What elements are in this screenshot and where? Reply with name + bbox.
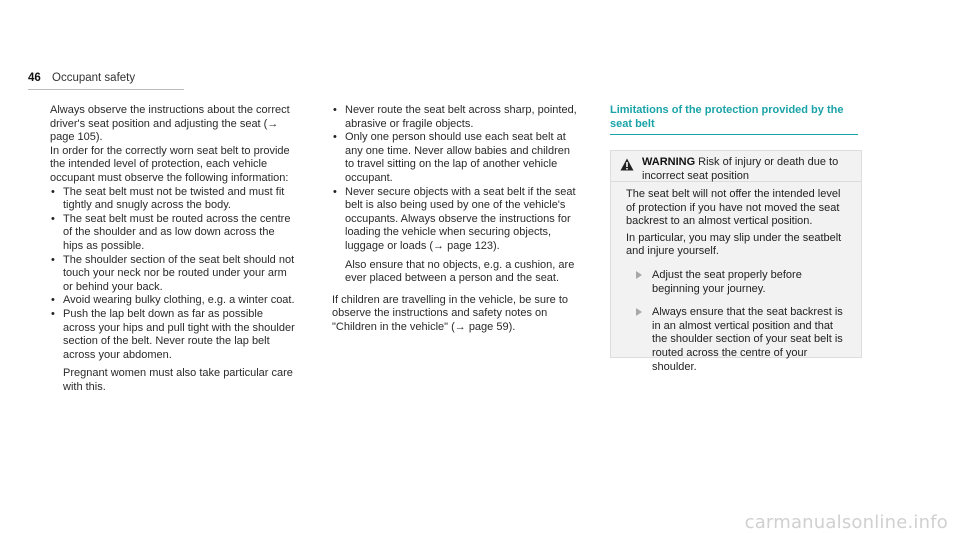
warning-body [626,188,848,374]
action-text: Adjust the seat properly before beginning your journey. [652,268,802,295]
column-left [50,104,296,394]
list-item-text: The seat belt must not be twisted and must fit tightly and snugly across the body. [63,185,285,212]
list-item [50,186,296,213]
list-item-text: The shoulder section of the seat belt should not touch your neck nor be routed under your arm or behind your back. [63,253,295,293]
intro-paragraph: Always observe the instructions about the correct driver's seat position and adjusting the seat (→ page 105). [50,104,290,144]
column-middle [332,104,578,335]
list-item [332,186,578,286]
header-divider [28,89,184,90]
action-arrow-icon [636,271,642,279]
seat-belt-rules-list-2 [332,104,578,286]
list-item [50,294,296,308]
list-item-text: • Never secure objects with a seat belt if the seat belt is also being used by one of the vehicle's occupants. Always observe the instructions for loading the vehicle when securing objects, luggage or loads (→ page 123). [345,185,576,252]
action-step [626,269,848,296]
list-item-text: Only one person should use each seat belt at any one time. Never allow babies and children to travel sitting on the lap of another vehicle occupant. [345,131,571,184]
watermark: carmanualsonline.info [744,512,948,533]
warning-triangle-icon [620,158,634,171]
list-item [50,254,296,295]
warning-paragraph: The seat belt will not offer the intended level of protection if you have not moved the seat backrest to an almost vertical position. [626,188,841,228]
section-heading: Limitations of the protection provided by the seat belt [610,104,858,135]
list-item-text: • Push the lap belt down as far as possible across your hips and pull tight with the shoulder section of the belt. Never route the lap belt across your abdomen. [63,307,295,361]
section-title: Occupant safety [52,72,136,84]
warning-heading [642,156,852,183]
list-item-note: Also ensure that no objects, e.g. a cushion, are ever placed between a person and the seat. [345,258,575,285]
warning-paragraph: In particular, you may slip under the seatbelt and injure yourself. [626,231,842,258]
action-step [626,306,848,374]
list-item [50,308,296,395]
list-item [50,213,296,254]
list-item [332,131,578,185]
children-note-paragraph: If children are travelling in the vehicle, be sure to observe the instructions and safety notes on "Children in the vehicle" (→ page 59). [332,293,569,333]
warning-title: Risk of injury or death due to incorrect seat position [642,156,839,182]
seat-belt-rules-list [50,186,296,395]
action-arrow-icon [636,308,642,316]
list-item-text: The seat belt must be routed across the centre of the shoulder and as low down across the hips as possible. [63,212,291,252]
warning-box [610,150,862,373]
list-item-text: Never route the seat belt across sharp, pointed, abrasive or fragile objects. [345,104,577,130]
page-number: 46 [28,72,41,84]
action-text: Always ensure that the seat backrest is in an almost vertical position and that the shoulder section of your seat belt is routed across the centre of your shoulder. [652,306,843,373]
page-header [28,72,135,84]
list-item [332,104,578,131]
list-item-note: Pregnant women must also take particular care with this. [63,367,293,393]
list-item-text: Avoid wearing bulky clothing, e.g. a winter coat. [63,294,295,307]
warning-header [611,151,861,182]
warning-label: WARNING [642,156,696,168]
intro-paragraph-2: In order for the correctly worn seat belt to provide the intended level of protection, each vehicle occupant must observe the following information: [50,144,290,184]
